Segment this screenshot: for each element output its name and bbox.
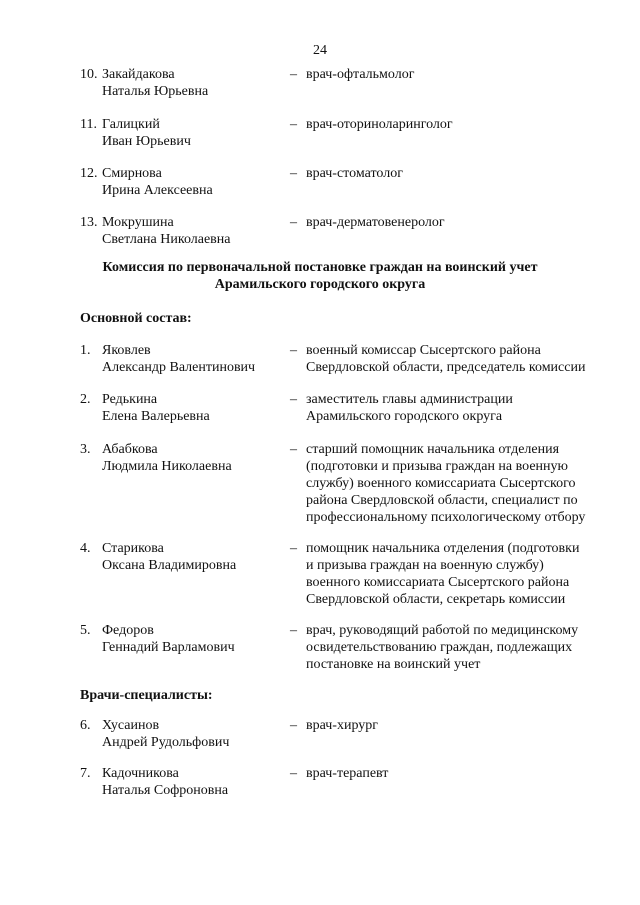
dash: – (290, 166, 297, 181)
entry-number: 4. (80, 541, 91, 556)
given-names: Геннадий Варламович (102, 640, 235, 655)
given-names: Светлана Николаевна (102, 232, 231, 247)
role-line: района Свердловской области, специалист по (306, 493, 578, 508)
member-entry (80, 622, 620, 672)
given-names: Наталья Софроновна (102, 783, 229, 798)
member-name (102, 214, 292, 248)
entry-number: 6. (80, 718, 91, 733)
given-names: Наталья Юрьевна (102, 84, 209, 99)
given-names: Александр Валентинович (102, 360, 256, 375)
surname: Смирнова (102, 166, 162, 181)
entry-number: 5. (80, 623, 91, 638)
dash: – (290, 343, 297, 358)
member-name (102, 765, 292, 799)
page-number: 24 (313, 43, 327, 58)
member-name (102, 717, 292, 751)
member-entry (80, 441, 620, 525)
commission-title (0, 259, 640, 293)
surname: Яковлев (102, 343, 151, 358)
role-line: службу) военного комиссариата Сысертского (306, 476, 576, 491)
surname: Редькина (102, 392, 158, 407)
role-line: врач-дерматовенеролог (306, 215, 445, 230)
role-line: Арамильского городского округа (306, 409, 503, 424)
member-name (102, 165, 292, 199)
role-line: врач-офтальмолог (306, 67, 415, 82)
role-line: освидетельствованию граждан, подлежащих (306, 640, 573, 655)
member-role (306, 165, 626, 182)
dash: – (290, 623, 297, 638)
given-names: Людмила Николаевна (102, 459, 232, 474)
dash: – (290, 766, 297, 781)
entry-number: 7. (80, 766, 91, 781)
member-entry (80, 391, 620, 431)
member-name (102, 391, 292, 425)
given-names: Ирина Алексеевна (102, 183, 213, 198)
dash: – (290, 215, 297, 230)
entry-number: 10. (80, 67, 98, 82)
member-role (306, 66, 626, 83)
role-line: врач-хирург (306, 718, 379, 733)
member-entry (80, 165, 620, 205)
surname: Кадочникова (102, 766, 179, 781)
dash: – (290, 67, 297, 82)
member-entry (80, 717, 620, 757)
given-names: Иван Юрьевич (102, 134, 191, 149)
member-name (102, 342, 292, 376)
member-entry (80, 66, 620, 106)
role-line: Свердловской области, председатель комиссии (306, 360, 586, 375)
member-entry (80, 765, 620, 805)
dash: – (290, 541, 297, 556)
member-name (102, 622, 292, 656)
member-role (306, 342, 626, 376)
role-line: врач-оториноларинголог (306, 117, 453, 132)
member-name (102, 441, 292, 475)
role-line: заместитель главы администрации (306, 392, 513, 407)
member-name (102, 540, 292, 574)
entry-number: 3. (80, 442, 91, 457)
surname: Хусаинов (102, 718, 160, 733)
role-line: старший помощник начальника отделения (306, 442, 560, 457)
given-names: Оксана Владимировна (102, 558, 237, 573)
surname: Галицкий (102, 117, 160, 132)
dash: – (290, 718, 297, 733)
entry-number: 1. (80, 343, 91, 358)
role-line: врач, руководящий работой по медицинскому (306, 623, 579, 638)
member-role (306, 391, 626, 425)
member-entry (80, 116, 620, 156)
surname: Закайдакова (102, 67, 175, 82)
entry-number: 12. (80, 166, 98, 181)
role-line: (подготовки и призыва граждан на военную (306, 459, 568, 474)
surname: Старикова (102, 541, 164, 556)
role-line: Свердловской области, секретарь комиссии (306, 592, 566, 607)
member-role (306, 441, 626, 526)
role-line: врач-стоматолог (306, 166, 403, 181)
member-entry (80, 214, 620, 254)
member-name (102, 66, 292, 100)
member-role (306, 214, 626, 231)
given-names: Андрей Рудольфович (102, 735, 230, 750)
role-line: и призыва граждан на военную службу) (306, 558, 544, 573)
surname: Федоров (102, 623, 154, 638)
member-entry (80, 342, 620, 382)
commission-title-line: Арамильского городского округа (214, 277, 426, 292)
surname: Абабкова (102, 442, 158, 457)
doctors-heading: Врачи-специалисты: (80, 688, 213, 703)
entry-number: 13. (80, 215, 98, 230)
member-role (306, 540, 626, 608)
member-role (306, 765, 626, 782)
main-heading: Основной состав: (80, 311, 192, 326)
member-role (306, 622, 626, 673)
surname: Мокрушина (102, 215, 174, 230)
member-role (306, 116, 626, 133)
role-line: военный комиссар Сысертского района (306, 343, 541, 358)
member-entry (80, 540, 620, 607)
role-line: постановке на воинский учет (306, 657, 481, 672)
member-role (306, 717, 626, 734)
member-name (102, 116, 292, 150)
role-line: помощник начальника отделения (подготовки (306, 541, 580, 556)
dash: – (290, 117, 297, 132)
dash: – (290, 392, 297, 407)
role-line: военного комиссариата Сысертского района (306, 575, 570, 590)
role-line: профессиональному психологическому отбору (306, 510, 586, 525)
entry-number: 2. (80, 392, 91, 407)
entry-number: 11. (80, 117, 97, 132)
commission-title-line: Комиссия по первоначальной постановке граждан на воинский учет (102, 260, 538, 275)
given-names: Елена Валерьевна (102, 409, 210, 424)
role-line: врач-терапевт (306, 766, 389, 781)
dash: – (290, 442, 297, 457)
